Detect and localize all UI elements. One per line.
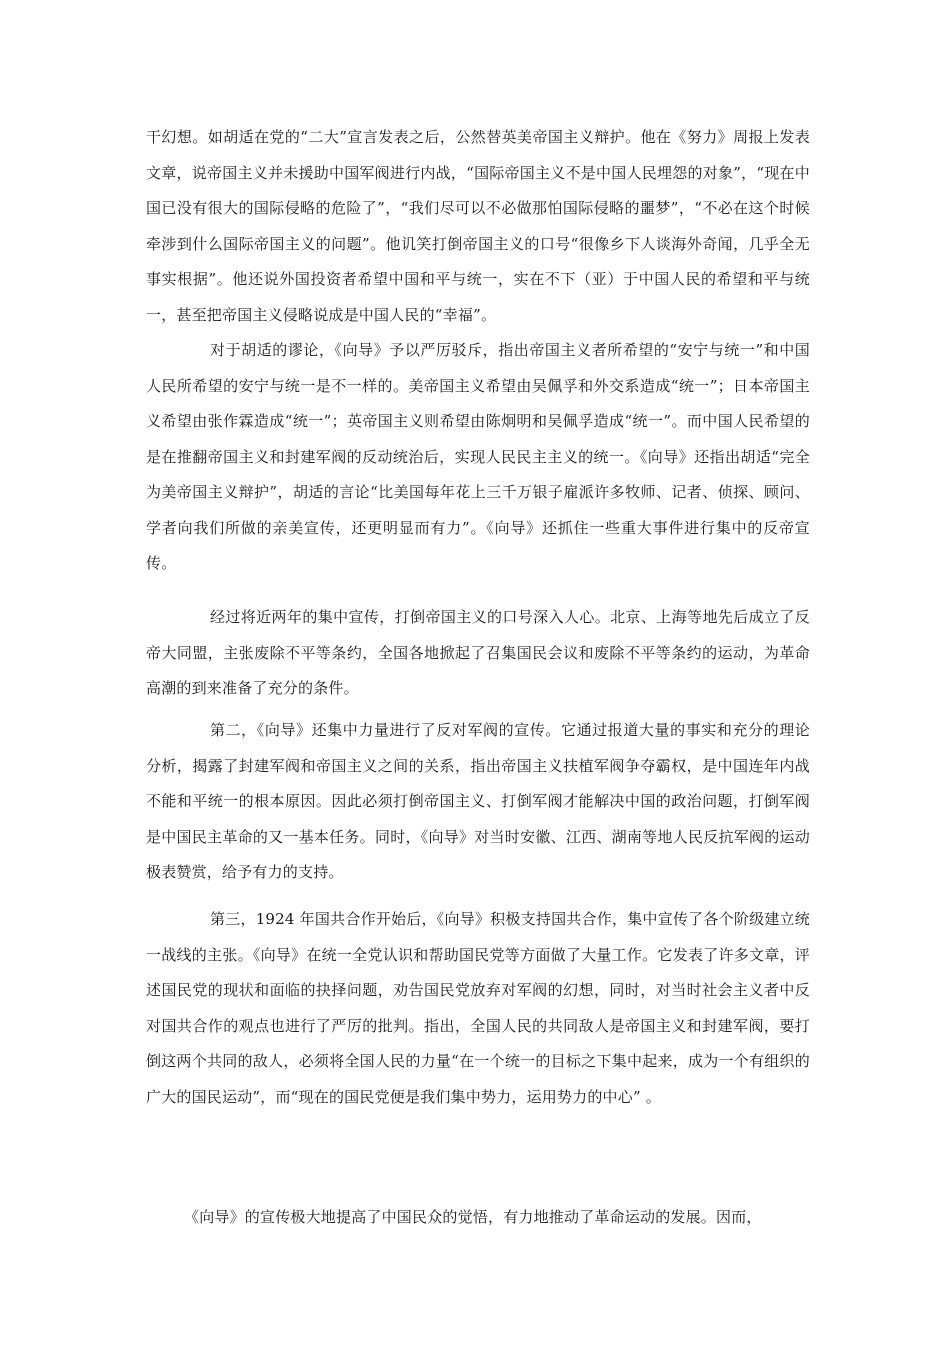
paragraph-anti-warlord-propaganda: 第二，《向导》还集中力量进行了反对军阀的宣传。它通过报道大量的事实和充分的理论分析，揭露了封建军阀和帝国主义之间的关系，指出帝国主义扶植军阀争夺霸权，是中国连年内战不能和平统一的根本原因。因此必须打倒帝国主义、打倒军阀才能解决中国的政治问题，打倒军阀是中国民主革命的又一基本任务。同时，《向导》对当时安徽、江西、湖南等地人民反抗军阀的运动极表赞赏，给予有力的支持。 bbox=[146, 721, 810, 881]
paragraph-hu-shi-apology: 干幻想。如胡适在党的“二大”宣言发表之后，公然替英美帝国主义辩护。他在《努力》周报上发表文章，说帝国主义并未援助中国军阀进行内战，“国际帝国主义不是中国人民埋怨的对象”，“现在中国已没有很大的国际侵略的危险了”，“我们尽可以不必做那怕国际侵略的噩梦”，“不必在这个时候牵涉到什么国际帝国主义的问题”。他讥笑打倒帝国主义的口号“很像乡下人谈海外奇闻，几乎全无事实根据”。他还说外国投资者希望中国和平与统一，实在不下（亚）于中国人民的希望和平与统一，甚至把帝国主义侵略说成是中国人民的“幸福”。 bbox=[146, 128, 810, 324]
paragraph-propaganda-impact: 《向导》的宣传极大地提高了中国民众的觉悟，有力地推动了革命运动的发展。因而， bbox=[184, 1208, 762, 1226]
paragraph-anti-imperialist-campaign: 经过将近两年的集中宣传，打倒帝国主义的口号深入人心。北京、上海等地先后成立了反帝大同盟，主张废除不平等条约，全国各地掀起了召集国民会议和废除不平等条约的运动，为革命高潮的到来准备了充分的条件。 bbox=[146, 608, 810, 697]
paragraph-united-front: 第三，1924 年国共合作开始后，《向导》积极支持国共合作，集中宣传了各个阶级建立统一战线的主张。《向导》在统一全党认识和帮助国民党等方面做了大量工作。它发表了许多文章，评述国民党的现状和面临的抉择问题，劝告国民党放弃对军阀的幻想，同时，对当时社会主义者中反对国共合作的观点也进行了严厉的批判。指出，全国人民的共同敌人是帝国主义和封建军阀，要打倒这两个共同的敌人，必须将全国人民的力量“在一个统一的目标之下集中起来，成为一个有组织的广大的国民运动”，而“现在的国民党便是我们集中势力，运用势力的中心” 。 bbox=[146, 910, 810, 1106]
paragraph-xiangdao-rebuttal: 对于胡适的谬论，《向导》予以严厉驳斥，指出帝国主义者所希望的“安宁与统一”和中国人民所希望的安宁与统一是不一样的。美帝国主义希望由吴佩孚和外交系造成“统一”；日本帝国主义希望由张作霖造成“统一”；英帝国主义则希望由陈炯明和吴佩孚造成“统一”。而中国人民希望的是在推翻帝国主义和封建军阀的反动统治后，实现人民民主主义的统一。《向导》还指出胡适“完全为美帝国主义辩护”，胡适的言论“比美国每年花上三千万银子雇派许多牧师、记者、侦探、顾问、学者向我们所做的亲美宣传，还更明显而有力”。《向导》还抓住一些重大事件进行集中的反帝宣传。 bbox=[146, 341, 810, 572]
